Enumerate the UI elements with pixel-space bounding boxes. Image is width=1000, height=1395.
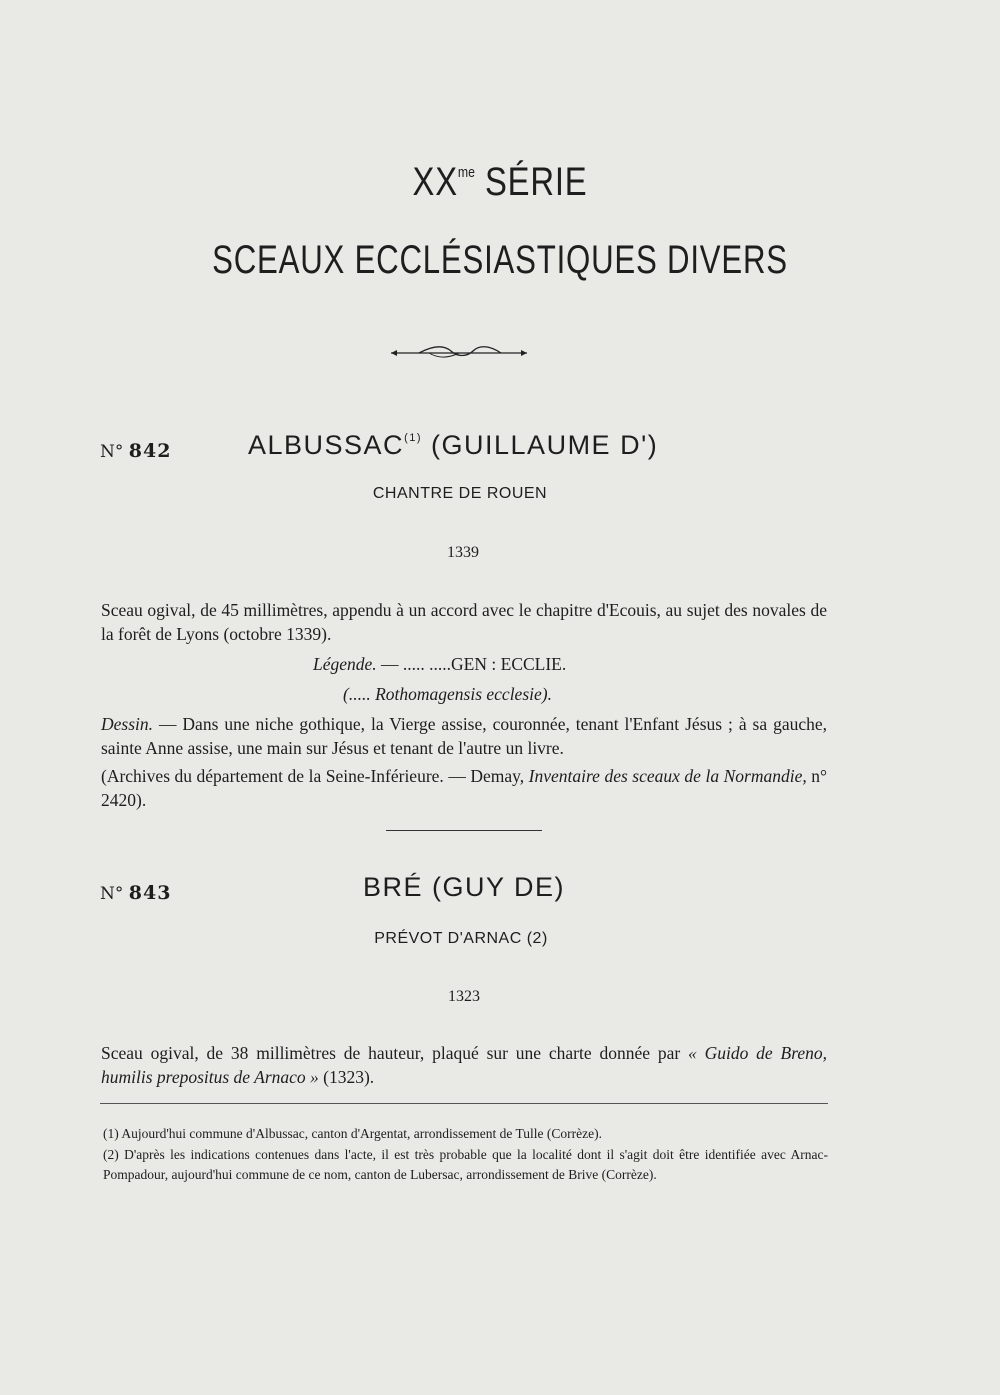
entry-name-rest: (GUILLAUME D') — [431, 430, 659, 460]
entry-name-main: ALBUSSAC — [248, 430, 405, 460]
legend-label: Légende. — [313, 654, 377, 674]
entry-843-description — [101, 1041, 827, 1089]
drawing-label: Dessin. — [101, 714, 154, 734]
entry-843-year: 1323 — [448, 988, 480, 1005]
drawing-text: — Dans une niche gothique, la Vierge assise, couronnée, tenant l'Enfant Jésus ; à sa gauche, sainte Anne assise, une main sur Jésus et tenant de l'autre un livre. — [101, 714, 828, 758]
entry-number-value: 842 — [128, 440, 172, 462]
description-date: (1323). — [323, 1067, 375, 1087]
section-divider — [386, 830, 542, 831]
legend-text: — ..... .....GEN : ECCLIE. — [381, 654, 567, 674]
description-text: Sceau ogival, de 38 millimètres de hauteur, plaqué sur une charte donnée par — [101, 1043, 681, 1063]
ornament-divider-icon — [389, 345, 529, 361]
entry-842-source — [101, 764, 827, 812]
entry-842-legend-reading: (..... Rothomagensis ecclesie). — [343, 684, 552, 704]
footnote-rule — [100, 1103, 828, 1104]
entry-843-name: BRÉ (GUY DE) — [362, 872, 566, 902]
entry-842-name — [248, 430, 658, 461]
footnote-ref-1: (1) — [404, 432, 423, 444]
series-title-text: SÉRIE — [484, 160, 588, 204]
description-quote: « Guido de Breno, humilis prepositus de Arnaco » — [101, 1043, 828, 1087]
source-ref: n° 2420). — [101, 766, 828, 810]
series-title — [90, 160, 910, 205]
entry-843-role: PRÉVOT D'ARNAC (2) — [374, 930, 548, 947]
series-sup: me — [457, 164, 476, 181]
footnote-1: (1) Aujourd'hui commune d'Albussac, canton d'Argentat, arrondissement de Tulle (Corrèze). — [103, 1126, 602, 1141]
entry-842-year: 1339 — [447, 544, 479, 561]
series-prefix: XX — [412, 160, 458, 204]
entry-number-prefix: N° — [100, 884, 124, 904]
entry-842-drawing — [101, 712, 827, 760]
footnote-2: (2) D'après les indications contenues dans l'acte, il est très probable que la localité dont il s'agit doit être identifiée avec Arnac-Pompadour, aujourd'hui commune de ce nom, canton de Lubersac, arrondissement de Brive (Corrèze). — [103, 1147, 828, 1182]
entry-number-value: 843 — [128, 882, 172, 904]
entry-842-number — [100, 440, 171, 462]
series-subtitle: SCEAUX ECCLÉSIASTIQUES DIVERS — [212, 238, 788, 282]
entry-842-legend — [313, 652, 566, 676]
source-title: Inventaire des sceaux de la Normandie, — [528, 766, 807, 786]
entry-842-role: CHANTRE DE ROUEN — [372, 485, 548, 502]
entry-number-prefix: N° — [100, 442, 124, 462]
entry-842-description: Sceau ogival, de 45 millimètres, appendu à un accord avec le chapitre d'Ecouis, au sujet des novales de la forêt de Lyons (octobre 1339). — [101, 600, 827, 644]
source-text: (Archives du département de la Seine-Inférieure. — Demay, — [101, 766, 525, 786]
